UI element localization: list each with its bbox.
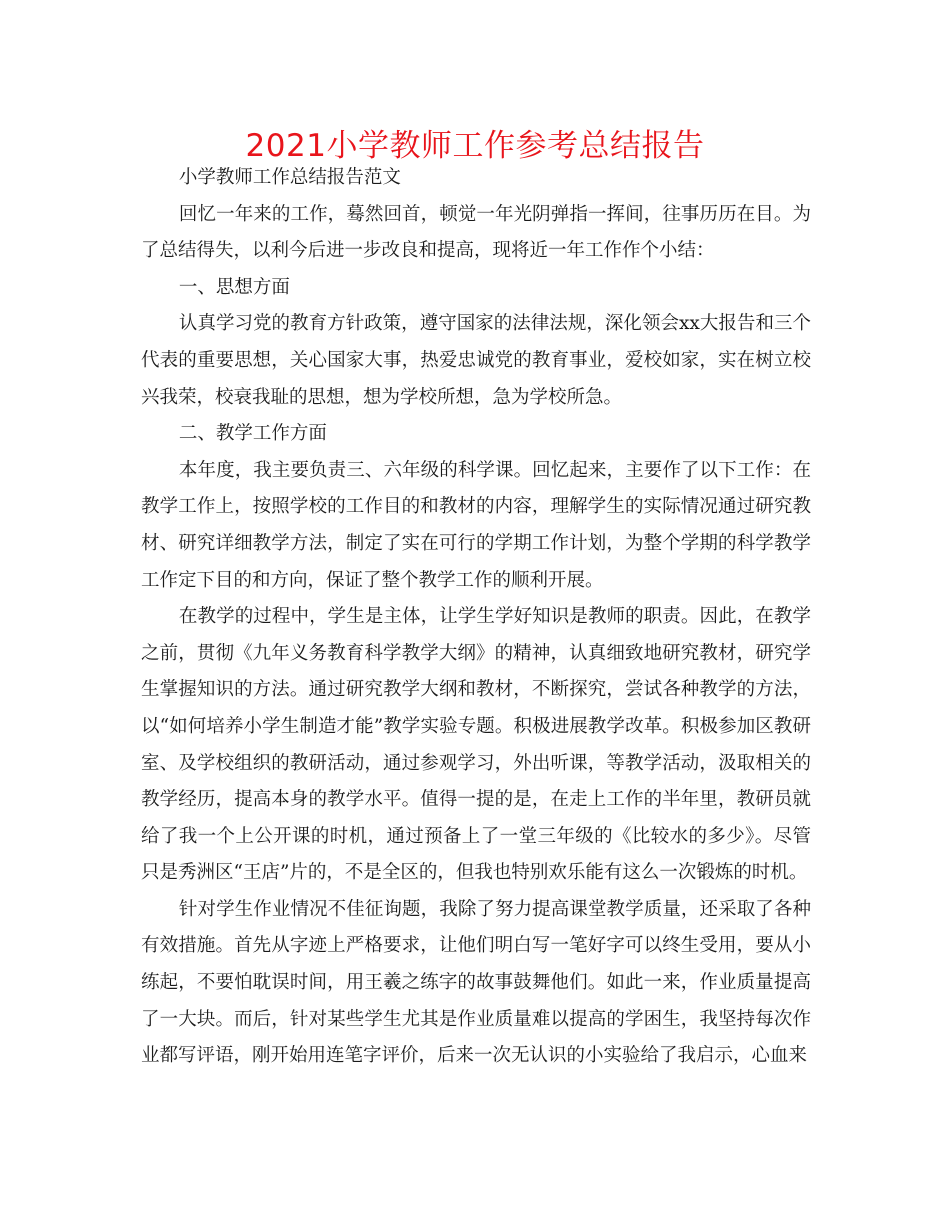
- document-title: 2021小学教师工作参考总结报告: [245, 128, 705, 164]
- subtitle-paragraph: 小学教师工作总结报告范文: [178, 167, 401, 188]
- intro-paragraph: 回忆一年来的工作，蓦然回首，顿觉一年光阴弹指一挥间，往事历历在目。为了总结得失，以利今后进一步改良和提高，现将近一年工作作个小结：: [141, 203, 811, 262]
- thought-paragraph: 认真学习党的教育方针政策，遵守国家的法律法规，深化领会xx大报告和三个代表的重要思想，关心国家大事，热爱忠诚党的教育事业，爱校如家，实在树立校兴我荣，校衰我耻的思想，想为学校所想，急为学校所急。: [141, 313, 811, 408]
- section-heading-thought: 一、思想方面: [178, 276, 290, 298]
- homework-paragraph: 针对学生作业情况不佳征询题，我除了努力提高课堂教学质量，还采取了各种有效措施。首先从字迹上严格要求，让他们明白写一笔好字可以终生受用，要从小练起，不要怕耽误时间，用王羲之练字的故事鼓舞他们。如此一来，作业质量提高了一大块。而后，针对某些学生尤其是作业质量难以提高的学困生，我坚持每次作业都写评语，刚开始用连笔字评价，后来一次无认识的小实验给了我启示，心血来: [141, 898, 811, 1067]
- document-body: [141, 160, 811, 1075]
- section-heading-teaching: 二、教学工作方面: [178, 423, 327, 445]
- teaching-paragraph-1: 本年度，我主要负责三、六年级的科学课。回忆起来，主要作了以下工作：在教学工作上，按照学校的工作目的和教材的内容，理解学生的实际情况通过研究教材、研究详细教学方法，制定了实在可行的学期工作计划，为整个学期的科学教学工作定下目的和方向，保证了整个教学工作的顺利开展。: [141, 459, 811, 591]
- teaching-paragraph-2: 在教学的过程中，学生是主体，让学生学好知识是教师的职责。因此，在教学之前，贯彻《九年义务教育科学教学大纲》的精神，认真细致地研究教材，研究学生掌握知识的方法。通过研究教学大纲和教材，不断探究，尝试各种教学的方法，以“如何培养小学生制造才能”教学实验专题。积极进展教学改革。积极参加区教研室、及学校组织的教研活动，通过参观学习，外出听课，等教学活动，汲取相关的教学经历，提高本身的教学水平。值得一提的是，在走上工作的半年里，教研员就给了我一个上公开课的时机，通过预备上了一堂三年级的《比较水的多少》。尽管只是秀洲区“王店”片的，不是全区的，但我也特别欢乐能有这么一次锻炼的时机。: [141, 606, 811, 884]
